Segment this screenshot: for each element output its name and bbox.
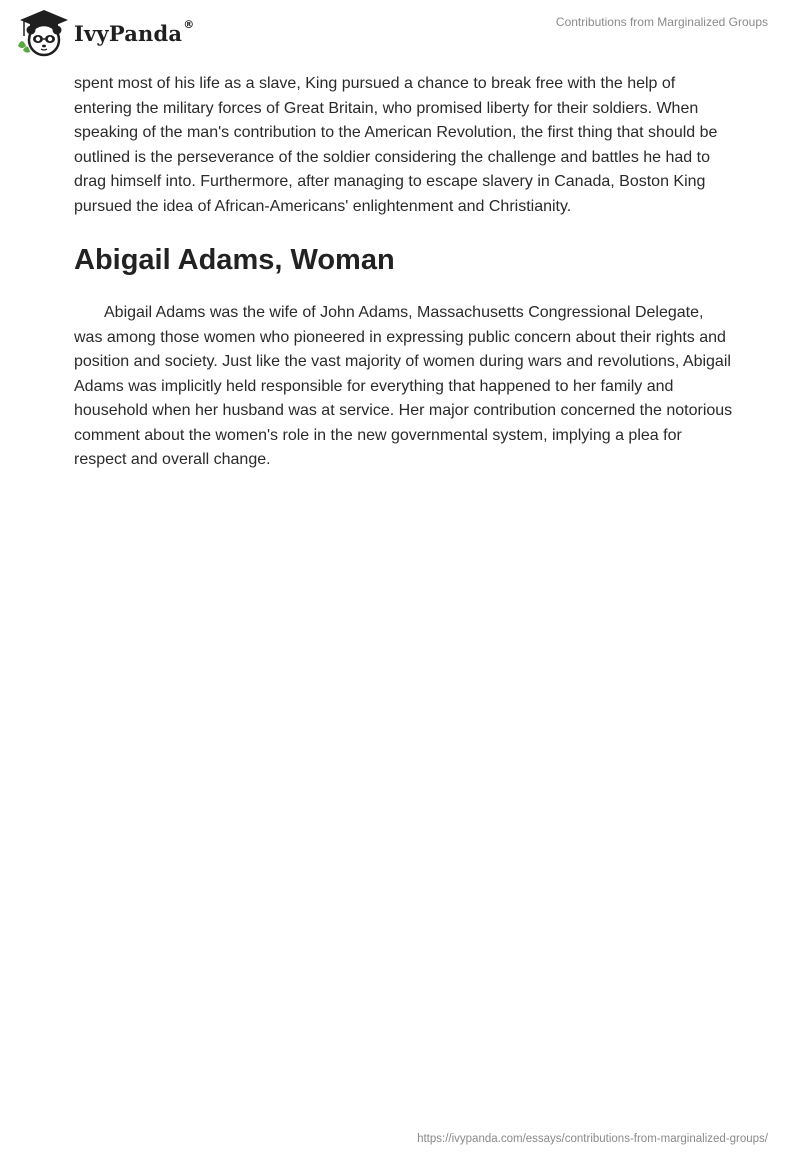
ivypanda-logo[interactable] (14, 6, 194, 58)
registered-mark: ® (183, 17, 195, 31)
page-header (0, 0, 800, 64)
source-url[interactable]: https://ivypanda.com/essays/contributions-from-marginalized-groups/ (417, 1133, 768, 1145)
essay-content (74, 72, 734, 473)
panda-graduate-icon (14, 6, 70, 58)
document-title: Contributions from Marginalized Groups (555, 15, 768, 29)
paragraph-abigail-adams: Abigail Adams was the wife of John Adams, Massachusetts Congressional Delegate, was among those women who pioneered in expressing public concern about their rights and position and society. Just like the vast majority of women during wars and revolutions, Abigail Adams was implicitly held responsible for everything that happened to her family and household when her husband was at service. Her major contribution concerned the notorious comment about the women's role in the new governmental system, implying a plea for respect and overall change. (74, 304, 733, 468)
paragraph-boston-king: spent most of his life as a slave, King pursued a chance to break free with the help of entering the military forces of Great Britain, who promised liberty for their soldiers. When speaking of the man's contribution to the American Revolution, the first thing that should be outlined is the perseverance of the soldier considering the challenge and battles he had to drag himself into. Furthermore, after managing to escape slavery in Canada, Boston King pursued the idea of African-Americans' enlightenment and Christianity. (74, 75, 718, 215)
logo-wordmark: IvyPanda® (74, 17, 195, 46)
section-heading-abigail-adams: Abigail Adams, Woman (74, 244, 395, 276)
